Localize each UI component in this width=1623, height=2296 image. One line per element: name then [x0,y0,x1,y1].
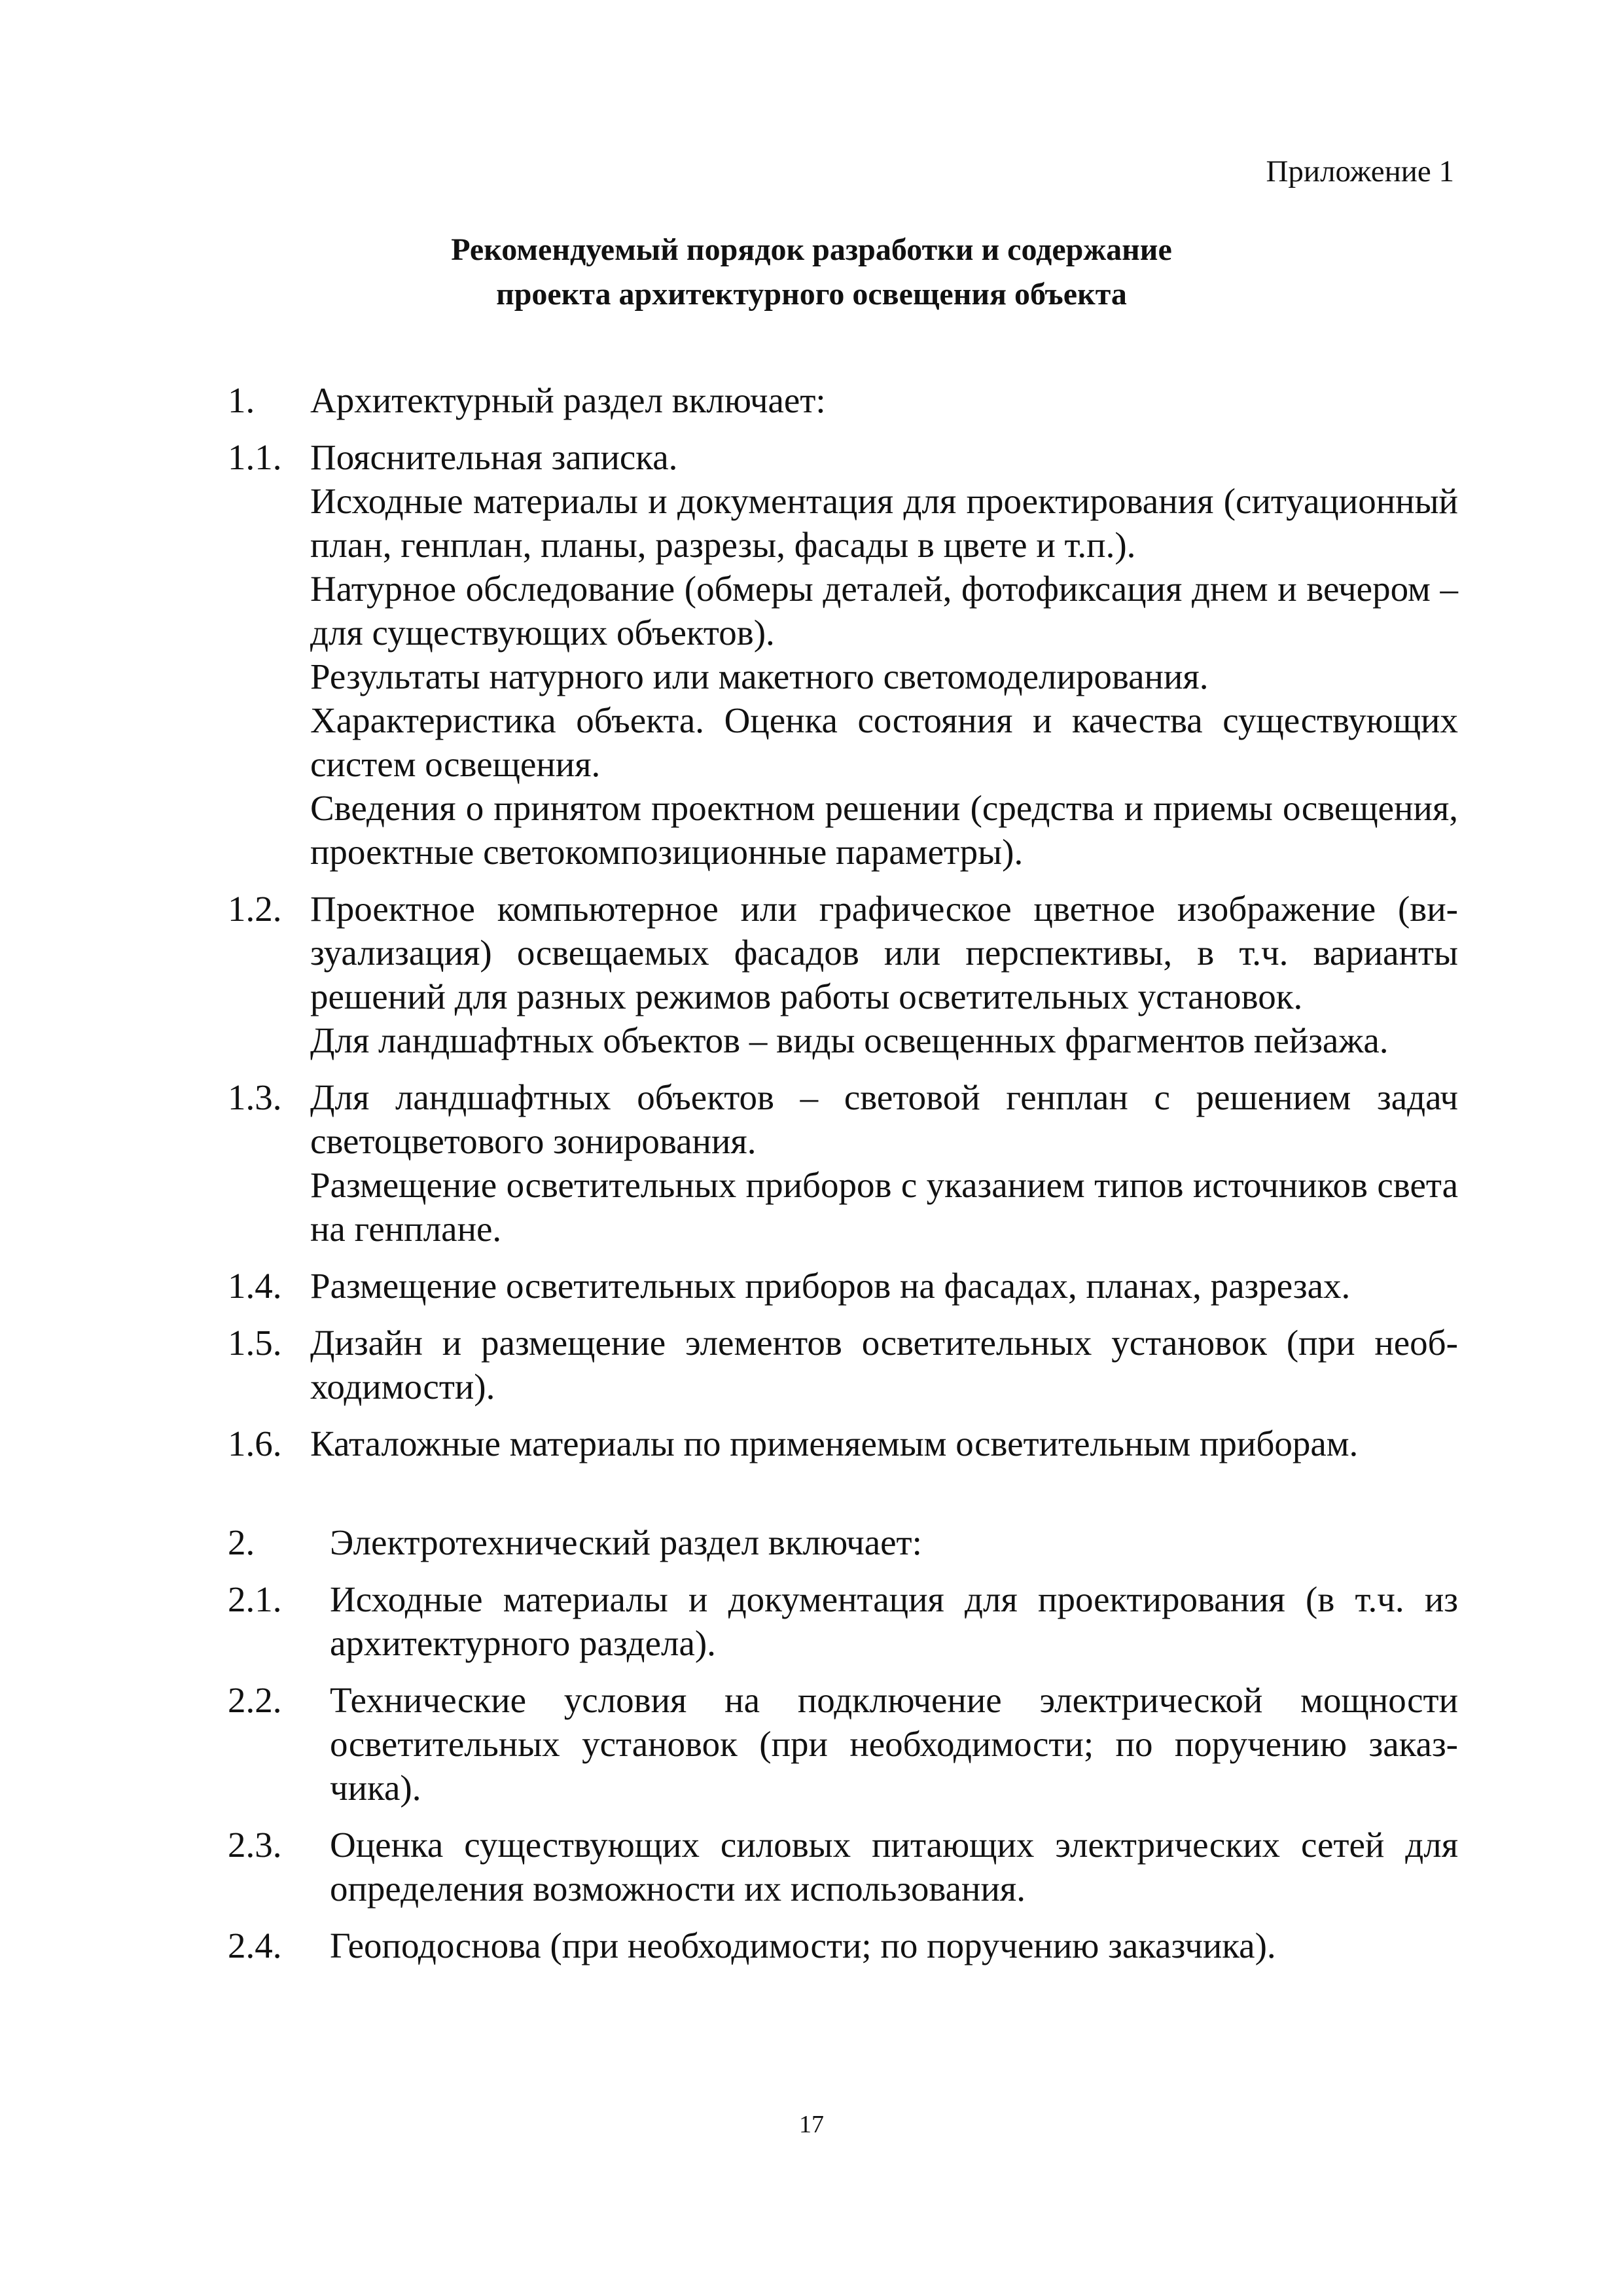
section-title: Электротехнический раздел включает: [330,1522,922,1562]
item-paragraph: Дизайн и размещение элементов осветительных установок (при необходимости). [310,1323,1458,1407]
item-paragraph: Технические условия на подключение электрической мощности осветительных установок (при необходимости; по поручению заказчика). [330,1680,1458,1808]
item-paragraph: Исходные материалы и документация для проектирования (ситуационный план, генплан, планы, разрезы, фасады в цвете и т.п.). [310,481,1458,565]
document-content [228,378,1458,1967]
item-paragraph: Каталожные материалы по применяемым осветительным приборам. [310,1424,1359,1463]
item-paragraph: Сведения о принятом проектном решении (средства и приемы освещения, проектные светокомпозиционные параметры). [310,788,1458,872]
item-number: 1.5. [228,1323,282,1363]
item-number: 1.3. [228,1077,282,1117]
section-number: 1. [228,380,255,420]
item-paragraph: Характеристика объекта. Оценка состояния и качества существующих систем освещения. [310,700,1458,784]
item-paragraph: Для ландшафтных объектов – световой генплан с решением задач светоцветового зонирования. [310,1077,1458,1161]
item-paragraph: Пояснительная записка. [310,437,678,477]
item-paragraph: Натурное обследование (обмеры деталей, фотофиксация днем и вечером – для существующих объектов). [310,569,1458,653]
item-paragraph: Результаты натурного или макетного светомоделирования. [310,656,1209,696]
list-item [228,1422,1458,1465]
section-heading [228,1520,1458,1564]
list-item [228,1678,1458,1810]
item-number: 1.1. [228,437,282,477]
list-item [228,435,1458,874]
item-paragraph: Размещение осветительных приборов на фасадах, планах, разрезах. [310,1266,1351,1306]
title-line-1: Рекомендуемый порядок разработки и содержание [451,232,1172,267]
list-item [228,887,1458,1062]
item-number: 2.1. [228,1579,282,1619]
item-number: 2.2. [228,1680,282,1720]
document-title [0,228,1623,317]
list-item [228,1924,1458,1967]
item-paragraph: Проектное компьютерное или графическое цветное изображение (визуализация) освещаемых фасадов или перспективы, в т.ч. варианты решений для разных режимов работы осветительных установок. [310,889,1458,1016]
item-number: 1.6. [228,1424,282,1463]
list-item [228,1075,1458,1251]
section-number: 2. [228,1522,255,1562]
section-heading [228,378,1458,422]
list-item [228,1577,1458,1665]
item-paragraph: Для ландшафтных объектов – виды освещенных фрагментов пейзажа. [310,1020,1389,1060]
list-item [228,1823,1458,1910]
section-title: Архитектурный раздел включает: [310,380,826,420]
list-item [228,1321,1458,1408]
item-number: 2.4. [228,1926,282,1965]
list-item [228,1264,1458,1308]
item-paragraph: Геоподоснова (при необходимости; по поручению заказчика). [330,1926,1276,1965]
item-number: 2.3. [228,1825,282,1865]
item-paragraph: Размещение осветительных приборов с указанием типов источников света на генплане. [310,1165,1458,1249]
title-line-2: проекта архитектурного освещения объекта [496,277,1127,312]
item-number: 1.2. [228,889,282,929]
appendix-label: Приложение 1 [1266,154,1454,188]
item-paragraph: Исходные материалы и документация для проектирования (в т.ч. из архитектурного раздела). [330,1579,1458,1663]
item-paragraph: Оценка существующих силовых питающих электрических сетей для определения возможности их использования. [330,1825,1458,1909]
item-number: 1.4. [228,1266,282,1306]
page-number: 17 [799,2111,824,2138]
